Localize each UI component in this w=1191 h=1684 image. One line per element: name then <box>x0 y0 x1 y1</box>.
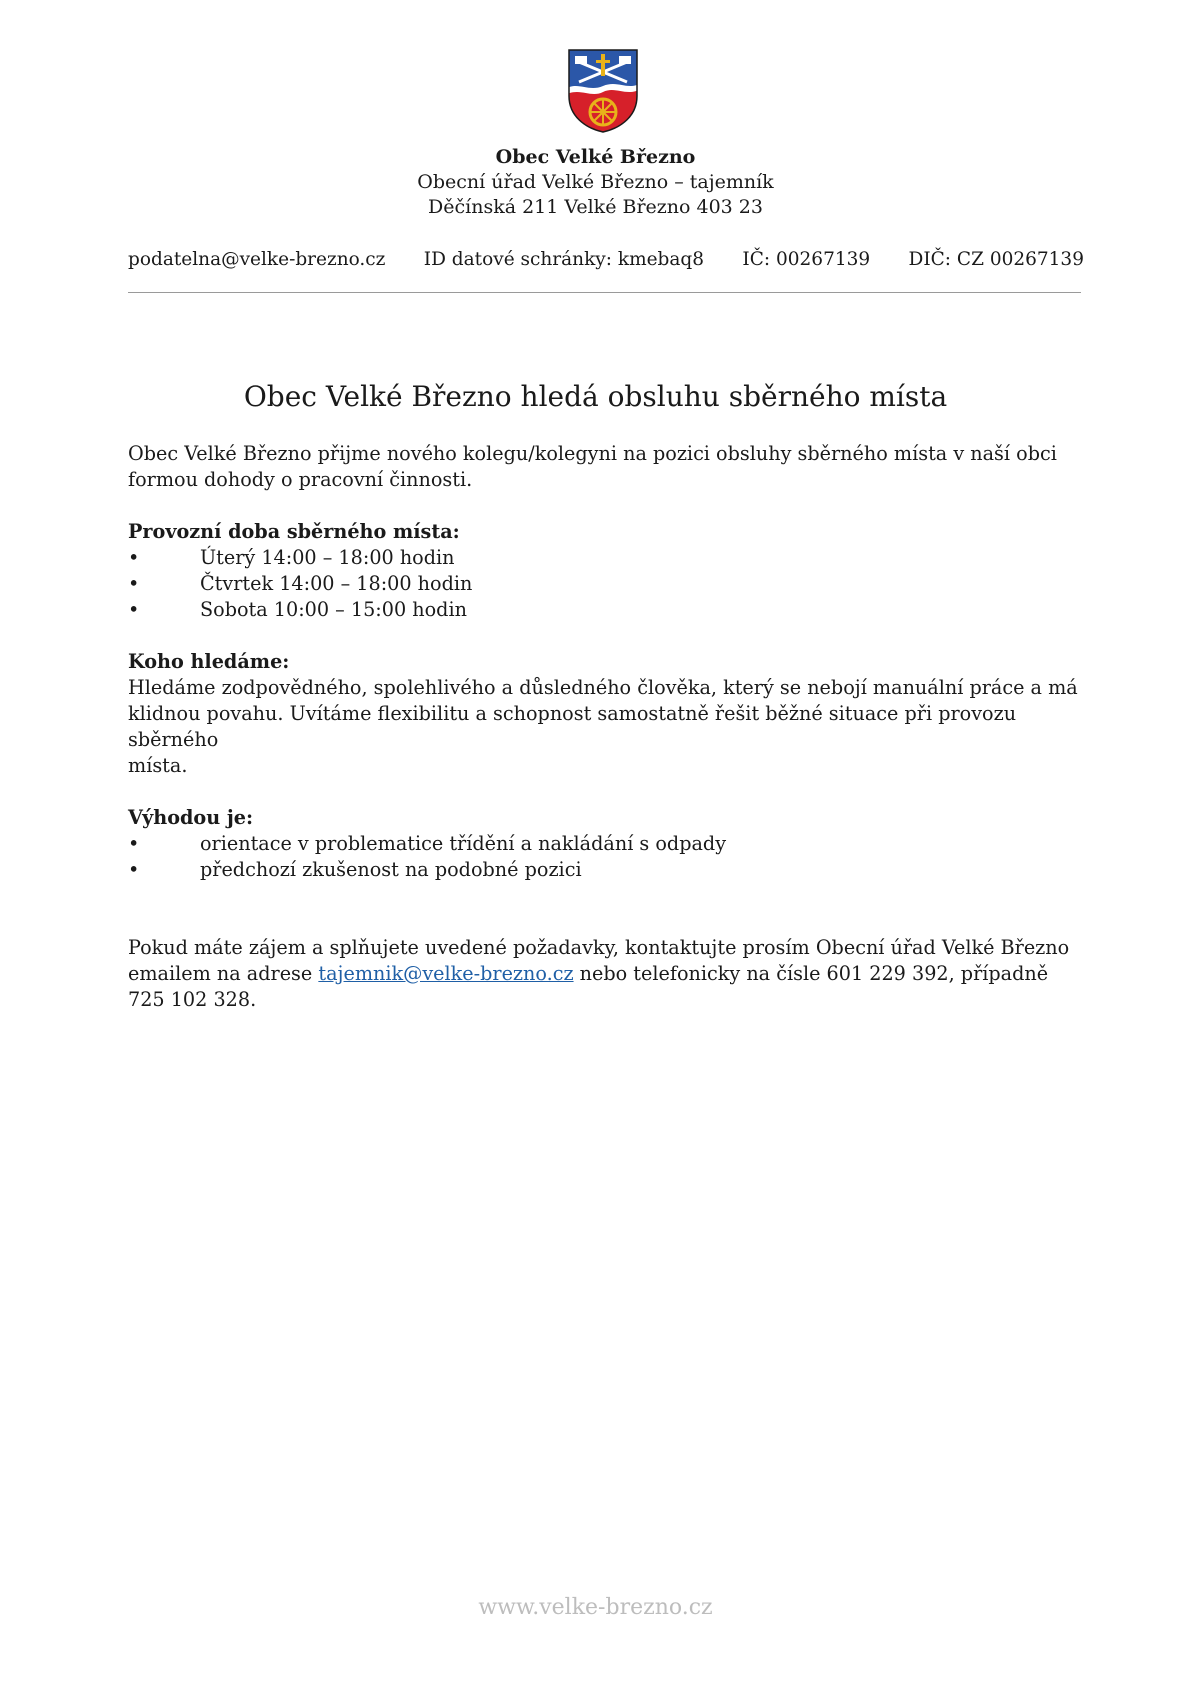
intro-line: Obec Velké Březno přijme nového kolegu/kolegyni na pozici obsluhy sběrného místa v naší obci <box>128 442 1057 465</box>
list-item: • Sobota 10:00 – 15:00 hodin <box>128 598 467 621</box>
list-item: • předchozí zkušenost na podobné pozici <box>128 858 582 881</box>
list-item: • Čtvrtek 14:00 – 18:00 hodin <box>128 572 473 595</box>
contact-email-link[interactable]: tajemnik@velke-brezno.cz <box>318 962 574 985</box>
contact-line: emailem na adrese tajemnik@velke-brezno.cz nebo telefonicky na čísle 601 229 392, případně <box>128 962 1049 985</box>
office-line: Obecní úřad Velké Březno – tajemník <box>417 171 774 193</box>
address-line: Děčínská 211 Velké Březno 403 23 <box>428 196 763 218</box>
bullet-icon: • <box>128 832 140 855</box>
data-box-id: ID datové schránky: kmebaq8 <box>423 249 705 270</box>
header-divider <box>128 292 1081 293</box>
seeking-line: místa. <box>128 754 188 777</box>
seeking-heading: Koho hledáme: <box>128 650 290 673</box>
bullet-icon: • <box>128 572 140 595</box>
advantage-heading: Výhodou je: <box>128 806 254 829</box>
company-id: IČ: 00267139 <box>742 249 871 270</box>
coat-of-arms-logo <box>567 48 639 134</box>
bullet-icon: • <box>128 858 140 881</box>
document-title: Obec Velké Březno hledá obsluhu sběrného místa <box>243 380 948 413</box>
email-address: podatelna@velke-brezno.cz <box>128 249 386 270</box>
bullet-icon: • <box>128 598 140 621</box>
seeking-line: Hledáme zodpovědného, spolehlivého a důsledného člověka, který se nebojí manuální práce a má <box>128 676 1078 699</box>
bullet-icon: • <box>128 546 140 569</box>
hours-heading: Provozní doba sběrného místa: <box>128 520 460 543</box>
contact-line: 725 102 328. <box>128 988 257 1011</box>
list-item: • Úterý 14:00 – 18:00 hodin <box>128 546 455 569</box>
document-body <box>128 441 1088 1013</box>
tax-id: DIČ: CZ 00267139 <box>908 249 1084 270</box>
list-item: • orientace v problematice třídění a nakládání s odpady <box>128 832 727 855</box>
footer-website: www.velke-brezno.cz <box>478 1595 713 1620</box>
hours-list <box>128 545 1088 623</box>
contact-line: Pokud máte zájem a splňujete uvedené požadavky, kontaktujte prosím Obecní úřad Velké Březno <box>128 936 1070 959</box>
intro-line: formou dohody o pracovní činnosti. <box>128 468 473 491</box>
contact-row <box>128 249 1084 270</box>
seeking-line: klidnou povahu. Uvítáme flexibilitu a schopnost samostatně řešit běžné situace při provozu sběrného <box>128 702 1017 751</box>
organization-name: Obec Velké Březno <box>495 146 696 168</box>
advantages-list <box>128 831 1088 883</box>
